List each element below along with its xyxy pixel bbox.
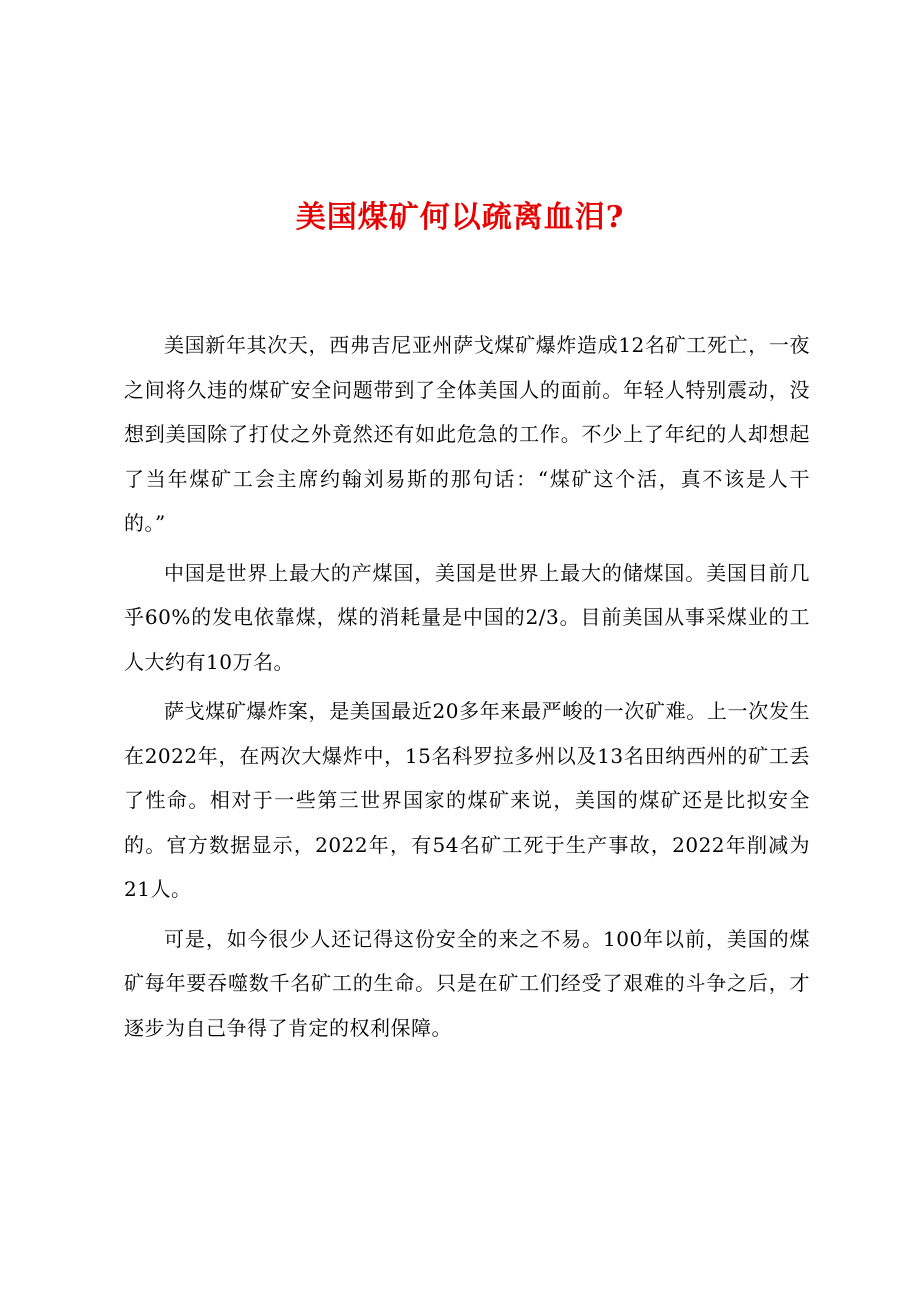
paragraph-4: 可是，如今很少人还记得这份安全的来之不易。100年以前，美国的煤矿每年要吞噬数千名矿工的生命。只是在矿工们经受了艰难的斗争之后，才逐步为自己争得了肯定的权利保障。 [124,926,810,1040]
article-body [124,323,810,1055]
paragraph-1: 美国新年其次天，西弗吉尼亚州萨戈煤矿爆炸造成12名矿工死亡，一夜之间将久违的煤矿安全问题带到了全体美国人的面前。年轻人特别震动，没想到美国除了打仗之外竟然还有如此危急的工作。不少上了年纪的人却想起了当年煤矿工会主席约翰刘易斯的那句话：“煤矿这个活，真不该是人干的。” [124,333,810,535]
paragraph-3: 萨戈煤矿爆炸案，是美国最近20多年来最严峻的一次矿难。上一次发生在2022年，在两次大爆炸中，15名科罗拉多州以及13名田纳西州的矿工丢了性命。相对于一些第三世界国家的煤矿来说，美国的煤矿还是比拟安全的。官方数据显示，2022年，有54名矿工死于生产事故，2022年削减为21人。 [124,699,810,901]
page-title: 美国煤矿何以疏离血泪? [295,200,625,235]
paragraph-2: 中国是世界上最大的产煤国，美国是世界上最大的储煤国。美国目前几乎60%的发电依靠煤，煤的消耗量是中国的2/3。目前美国从事采煤业的工人大约有10万名。 [124,560,810,674]
